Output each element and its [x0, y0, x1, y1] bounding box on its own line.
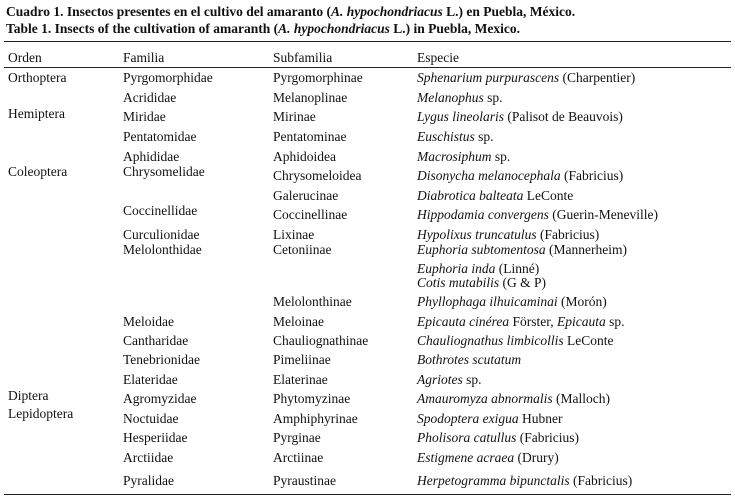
header-familia: Familia — [123, 50, 165, 65]
especie-cell: Euschistus sp. — [417, 129, 494, 144]
especie-cell: Cotis mutabilis (G & P) — [417, 275, 547, 290]
especie-cell: Macrosiphum sp. — [417, 149, 511, 164]
especie-cell: Hippodamia convergens (Guerin-Meneville) — [417, 207, 658, 222]
subfamilia-cell: Coccinellinae — [273, 207, 348, 222]
familia-cell: Melolonthidae — [123, 242, 202, 257]
header-rule — [4, 67, 731, 68]
header-subfamilia: Subfamilia — [273, 50, 333, 65]
familia-cell: Agromyzidae — [123, 391, 197, 406]
especie-cell: Amauromyza abnormalis (Malloch) — [417, 391, 610, 406]
subfamilia-cell: Pentatominae — [273, 129, 347, 144]
subfamilia-cell: Lixinae — [273, 227, 315, 242]
familia-cell: Pentatomidae — [123, 129, 197, 144]
familia-cell: Tenebrionidae — [123, 352, 201, 367]
subfamilia-cell: Pimeliinae — [273, 352, 331, 367]
familia-cell: Curculionidae — [123, 227, 200, 242]
table-caption-en: Table 1. Insects of the cultivation of amaranth (A. hypochondriacus L.) in Puebla, Mexico. — [6, 21, 521, 36]
especie-cell: Diabrotica balteata LeConte — [417, 188, 574, 203]
especie-cell: Chauliognathus limbicollis LeConte — [417, 333, 614, 348]
orden-cell: Hemiptera — [8, 106, 65, 121]
familia-cell: Pyralidae — [123, 473, 174, 488]
especie-cell: Herpetogramma bipunctalis (Fabricius) — [417, 473, 633, 488]
especie-cell: Melanophus sp. — [417, 90, 503, 105]
especie-cell: Bothrotes scutatum — [417, 352, 522, 367]
header-especie: Especie — [417, 50, 459, 65]
familia-cell: Pyrgomorphidae — [123, 70, 213, 85]
orden-cell: Diptera — [8, 388, 49, 403]
especie-cell: Hypolixus truncatulus (Fabricius) — [417, 227, 600, 242]
subfamilia-cell: Phytomyzinae — [273, 391, 351, 406]
familia-cell: Chrysomelidae — [123, 164, 205, 179]
subfamilia-cell: Elaterinae — [273, 372, 328, 387]
subfamilia-cell: Pyrginae — [273, 430, 321, 445]
especie-cell: Disonycha melanocephala (Fabricius) — [417, 168, 624, 183]
subfamilia-cell: Melolonthinae — [273, 294, 352, 309]
subfamilia-cell: Melanoplinae — [273, 90, 348, 105]
table-caption-es: Cuadro 1. Insectos presentes en el cultivo del amaranto (A. hypochondriacus L.) en Puebla, México. — [6, 4, 576, 19]
familia-cell: Meloidae — [123, 314, 174, 329]
subfamilia-cell: Pyraustinae — [273, 473, 336, 488]
subfamilia-cell: Chrysomeloidea — [273, 168, 362, 183]
especie-cell: Euphoria subtomentosa (Mannerheim) — [417, 242, 627, 257]
subfamilia-cell: Aphidoidea — [273, 149, 336, 164]
familia-cell: Arctiidae — [123, 450, 174, 465]
familia-cell: Noctuidae — [123, 411, 179, 426]
familia-cell: Acrididae — [123, 90, 177, 105]
top-rule — [4, 41, 731, 42]
bottom-rule — [4, 494, 731, 495]
especie-cell: Pholisora catullus (Fabricius) — [417, 430, 579, 445]
header-orden: Orden — [8, 50, 42, 65]
subfamilia-cell: Amphiphyrinae — [273, 411, 358, 426]
subfamilia-cell: Pyrgomorphinae — [273, 70, 363, 85]
familia-cell: Aphididae — [123, 149, 180, 164]
orden-cell: Orthoptera — [8, 70, 67, 85]
subfamilia-cell: Meloinae — [273, 314, 324, 329]
orden-cell: Coleoptera — [8, 164, 68, 179]
especie-cell: Spodoptera exigua Hubner — [417, 411, 563, 426]
familia-cell: Cantharidae — [123, 333, 189, 348]
especie-cell: Euphoria inda (Linné) — [417, 261, 540, 276]
especie-cell: Sphenarium purpurascens (Charpentier) — [417, 70, 636, 85]
familia-cell: Coccinellidae — [123, 203, 198, 218]
subfamilia-cell: Arctiinae — [273, 450, 324, 465]
orden-cell: Lepidoptera — [8, 406, 74, 421]
subfamilia-cell: Galerucinae — [273, 188, 339, 203]
especie-cell: Agriotes sp. — [417, 372, 482, 387]
subfamilia-cell: Mirinae — [273, 109, 316, 124]
familia-cell: Elateridae — [123, 372, 178, 387]
subfamilia-cell: Chauliognathinae — [273, 333, 369, 348]
especie-cell: Epicauta cinérea Förster, Epicauta sp. — [417, 314, 625, 329]
especie-cell: Phyllophaga ilhuicaminai (Morón) — [417, 294, 607, 309]
familia-cell: Hesperiidae — [123, 430, 188, 445]
especie-cell: Lygus lineolaris (Palisot de Beauvois) — [417, 109, 623, 124]
especie-cell: Estigmene acraea (Drury) — [417, 450, 559, 465]
familia-cell: Miridae — [123, 109, 166, 124]
subfamilia-cell: Cetoniinae — [273, 242, 332, 257]
